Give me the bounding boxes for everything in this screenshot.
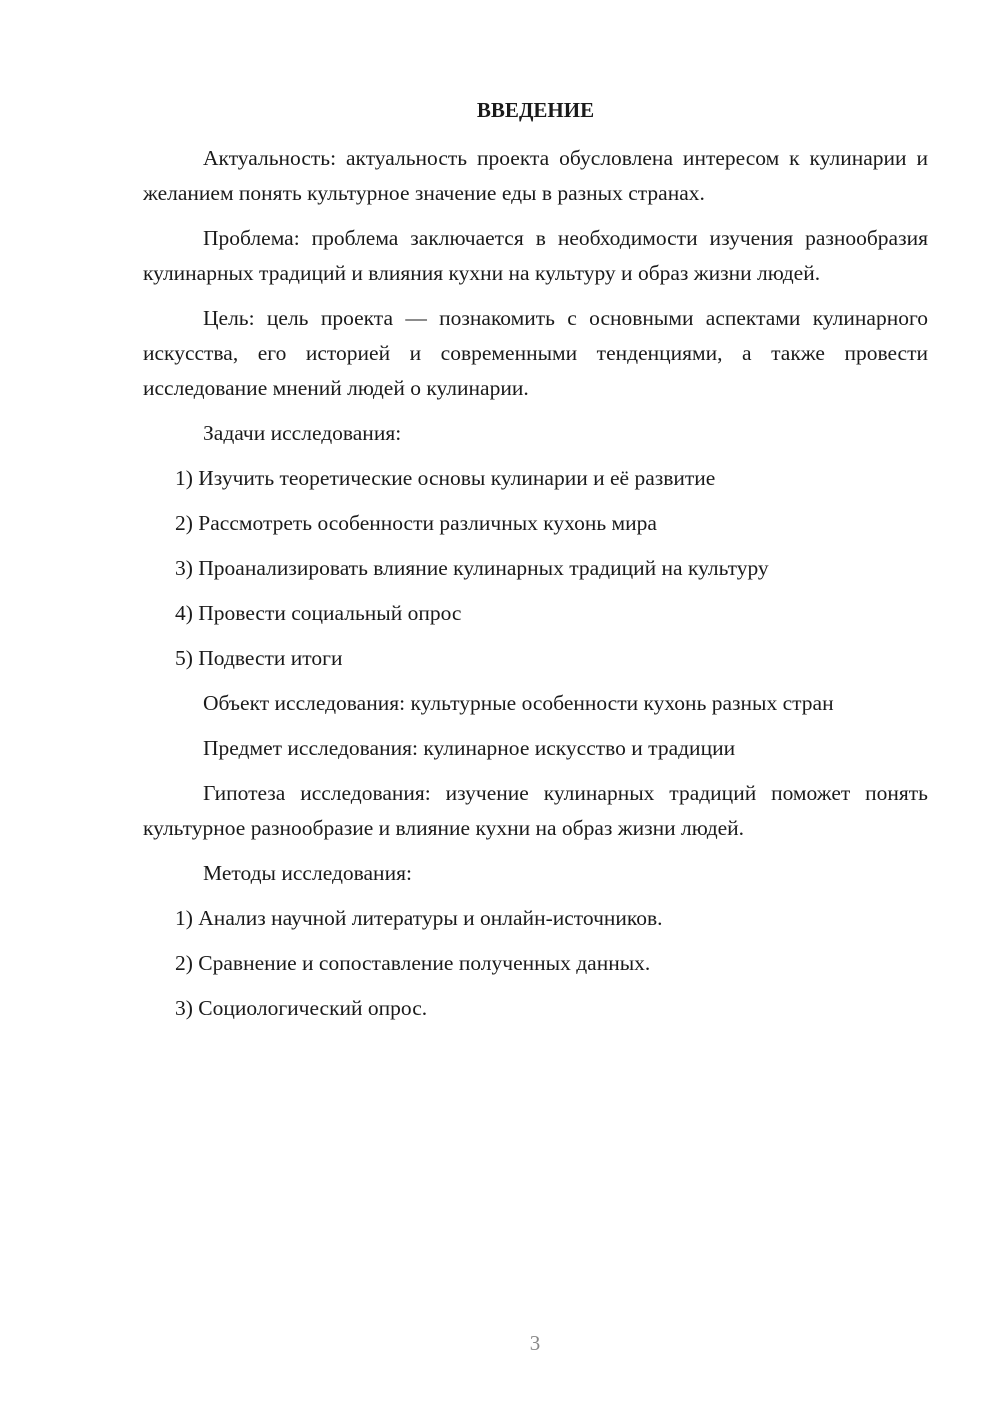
page-content — [143, 95, 928, 1036]
list-item: 1) Изучить теоретические основы кулинарии и её развитие — [175, 466, 716, 490]
list-item: 4) Провести социальный опрос — [175, 601, 462, 625]
list-item: 5) Подвести итоги — [175, 646, 343, 670]
list-item: 2) Сравнение и сопоставление полученных данных. — [175, 951, 651, 975]
list-item: 3) Проанализировать влияние кулинарных традиций на культуру — [175, 556, 769, 580]
relevance-paragraph: Актуальность: актуальность проекта обусловлена интересом к кулинарии и желанием понять культурное значение еды в разных странах. — [143, 146, 928, 205]
list-item: 3) Социологический опрос. — [175, 996, 428, 1020]
methods-label: Методы исследования: — [203, 861, 412, 885]
goal-paragraph: Цель: цель проекта — познакомить с основными аспектами кулинарного искусства, его историей и современными тенденциями, а также провести исследование мнений людей о кулинарии. — [143, 306, 928, 400]
list-item: 2) Рассмотреть особенности различных кухонь мира — [175, 511, 657, 535]
list-item: 1) Анализ научной литературы и онлайн-источников. — [175, 906, 663, 930]
hypothesis-paragraph: Гипотеза исследования: изучение кулинарных традиций поможет понять культурное разнообразие и влияние кухни на образ жизни людей. — [143, 781, 928, 840]
section-heading: ВВЕДЕНИЕ — [476, 98, 595, 122]
page-number: 3 — [529, 1331, 541, 1355]
subject-paragraph: Предмет исследования: кулинарное искусство и традиции — [203, 736, 736, 760]
object-paragraph: Объект исследования: культурные особенности кухонь разных стран — [203, 691, 834, 715]
methods-list — [143, 901, 928, 1026]
tasks-list — [143, 461, 928, 676]
problem-paragraph: Проблема: проблема заключается в необходимости изучения разнообразия кулинарных традиций и влияния кухни на культуру и образ жизни людей. — [143, 226, 928, 285]
tasks-label: Задачи исследования: — [203, 421, 402, 445]
